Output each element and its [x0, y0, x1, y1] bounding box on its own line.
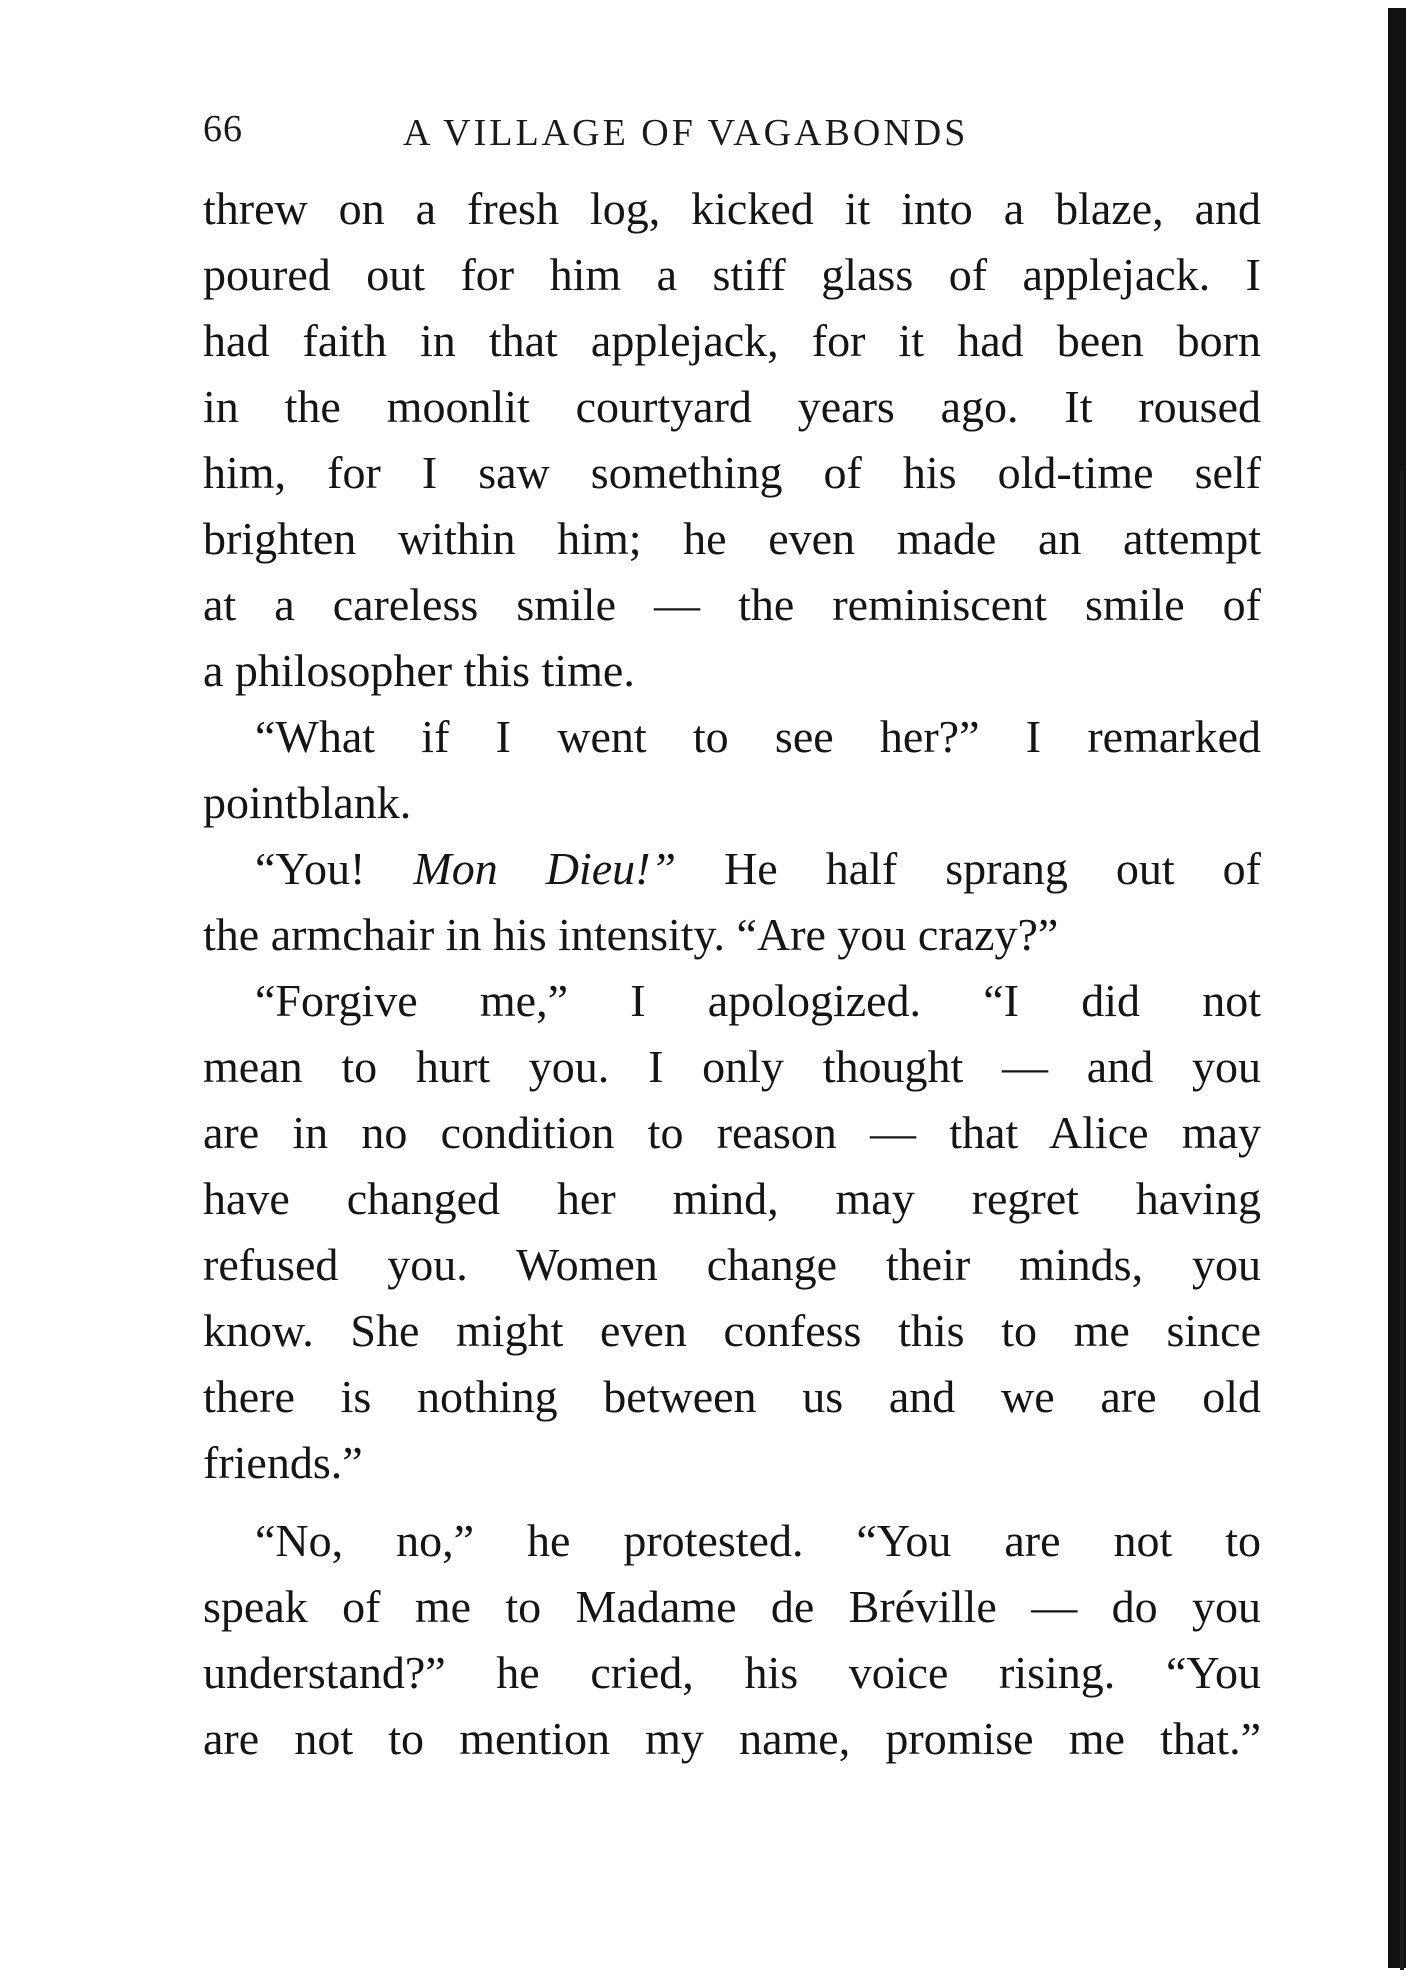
text-line: are in no condition to reason — that Alice may: [203, 1107, 1261, 1158]
text-line: a philosopher this time.: [203, 645, 635, 696]
paragraph-first-line: [203, 836, 1261, 902]
text-body: [203, 176, 1261, 1772]
page-edge-line: [1400, 470, 1404, 1970]
text-line: pointblank.: [203, 777, 412, 828]
text-line: threw on a fresh log, kicked it into a blaze, and: [203, 183, 1261, 234]
text-line: poured out for him a stiff glass of applejack. I: [203, 249, 1261, 300]
text-line: brighten within him; he even made an attempt: [203, 513, 1261, 564]
paragraph-first-line: “No, no,” he protested. “You are not to: [255, 1515, 1261, 1566]
text-line: understand?” he cried, his voice rising. “You: [203, 1647, 1261, 1698]
text-line: there is nothing between us and we are old: [203, 1371, 1261, 1422]
paragraph-first-line: “Forgive me,” I apologized. “I did not: [255, 975, 1261, 1026]
text-line: him, for I saw something of his old-time self: [203, 447, 1261, 498]
italic-phrase: Mon Dieu!”: [413, 843, 677, 894]
text-line: have changed her mind, may regret having: [203, 1173, 1261, 1224]
text-line: had faith in that applejack, for it had been born: [203, 315, 1261, 366]
running-title: A VILLAGE OF VAGABONDS: [403, 112, 969, 154]
page-number: 66: [203, 108, 243, 150]
text-line: friends.”: [203, 1437, 363, 1488]
text-line: at a careless smile — the reminiscent smile of: [203, 579, 1261, 630]
running-head: [203, 103, 1063, 159]
text-line: are not to mention my name, promise me that.”: [203, 1713, 1261, 1764]
text-line: the armchair in his intensity. “Are you crazy?”: [203, 909, 1059, 960]
text-segment: “You!: [255, 843, 366, 894]
text-line: speak of me to Madame de Bréville — do you: [203, 1581, 1261, 1632]
text-line: refused you. Women change their minds, you: [203, 1239, 1261, 1290]
text-line: in the moonlit courtyard years ago. It roused: [203, 381, 1261, 432]
text-line: mean to hurt you. I only thought — and you: [203, 1041, 1261, 1092]
paragraph-first-line: “What if I went to see her?” I remarked: [255, 711, 1261, 762]
text-segment: He half sprang out of: [724, 843, 1261, 894]
text-line: know. She might even confess this to me since: [203, 1305, 1261, 1356]
